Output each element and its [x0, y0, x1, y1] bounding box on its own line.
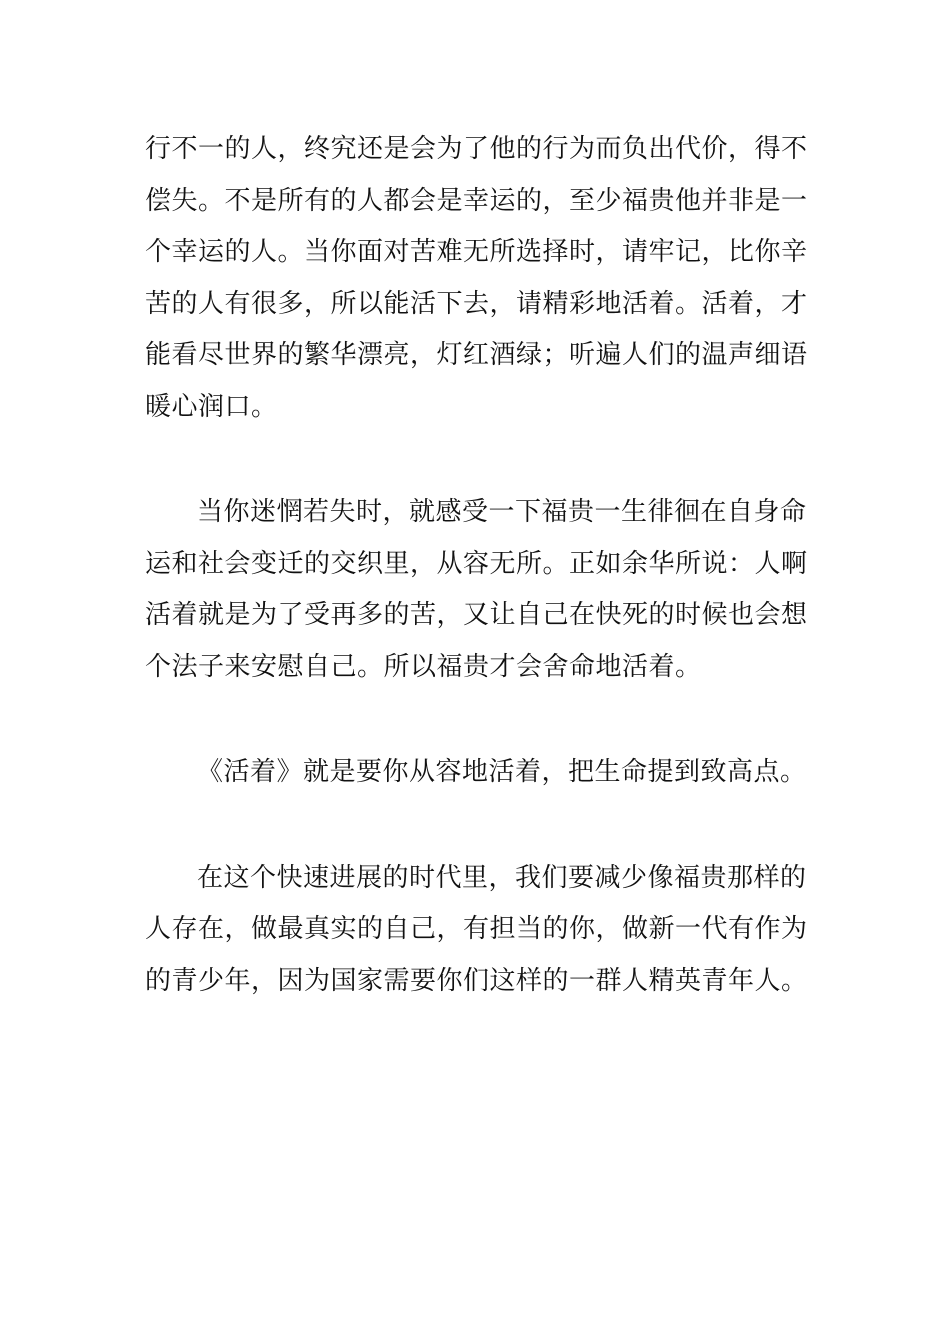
paragraph-line: 苦的人有很多，所以能活下去，请精彩地活着。活着，才 [145, 288, 808, 319]
paragraph-line: 能看尽世界的繁华漂亮，灯红酒绿；听遍人们的温声细语 [145, 340, 808, 370]
paragraph-3 [145, 747, 805, 799]
paragraph-line: 人存在，做最真实的自己，有担当的你，做新一代有作为 [145, 914, 808, 944]
paragraph-spacer [145, 799, 805, 853]
document-body [145, 124, 808, 1007]
paragraph-line: 行不一的人，终究还是会为了他的行为而负出代价，得不 [145, 134, 808, 164]
paragraph-2 [145, 487, 808, 693]
paragraph-line: 《活着》就是要你从容地活着，把生命提到致高点。 [197, 757, 807, 787]
paragraph-line: 个幸运的人。当你面对苦难无所选择时，请牢记，比你辛 [145, 237, 808, 267]
paragraph-spacer [145, 693, 805, 747]
paragraph-line: 偿失。不是所有的人都会是幸运的，至少福贵他并非是一 [145, 185, 808, 216]
paragraph-line: 运和社会变迁的交织里，从容无所。正如余华所说：人啊 [145, 548, 808, 579]
paragraph-4 [145, 853, 808, 1008]
paragraph-line: 个法子来安慰自己。所以福贵才会舍命地活着。 [145, 651, 702, 682]
paragraph-line: 在这个快速进展的时代里，我们要减少像福贵那样的 [197, 862, 807, 893]
paragraph-line: 的青少年，因为国家需要你们这样的一群人精英青年人。 [145, 965, 808, 996]
paragraph-1 [145, 124, 808, 433]
paragraph-spacer [145, 433, 805, 487]
paragraph-line: 暖心润口。 [145, 391, 278, 422]
paragraph-line: 活着就是为了受再多的苦，又让自己在快死的时候也会想 [145, 600, 808, 630]
paragraph-line: 当你迷惘若失时，就感受一下福贵一生徘徊在自身命 [197, 497, 807, 527]
